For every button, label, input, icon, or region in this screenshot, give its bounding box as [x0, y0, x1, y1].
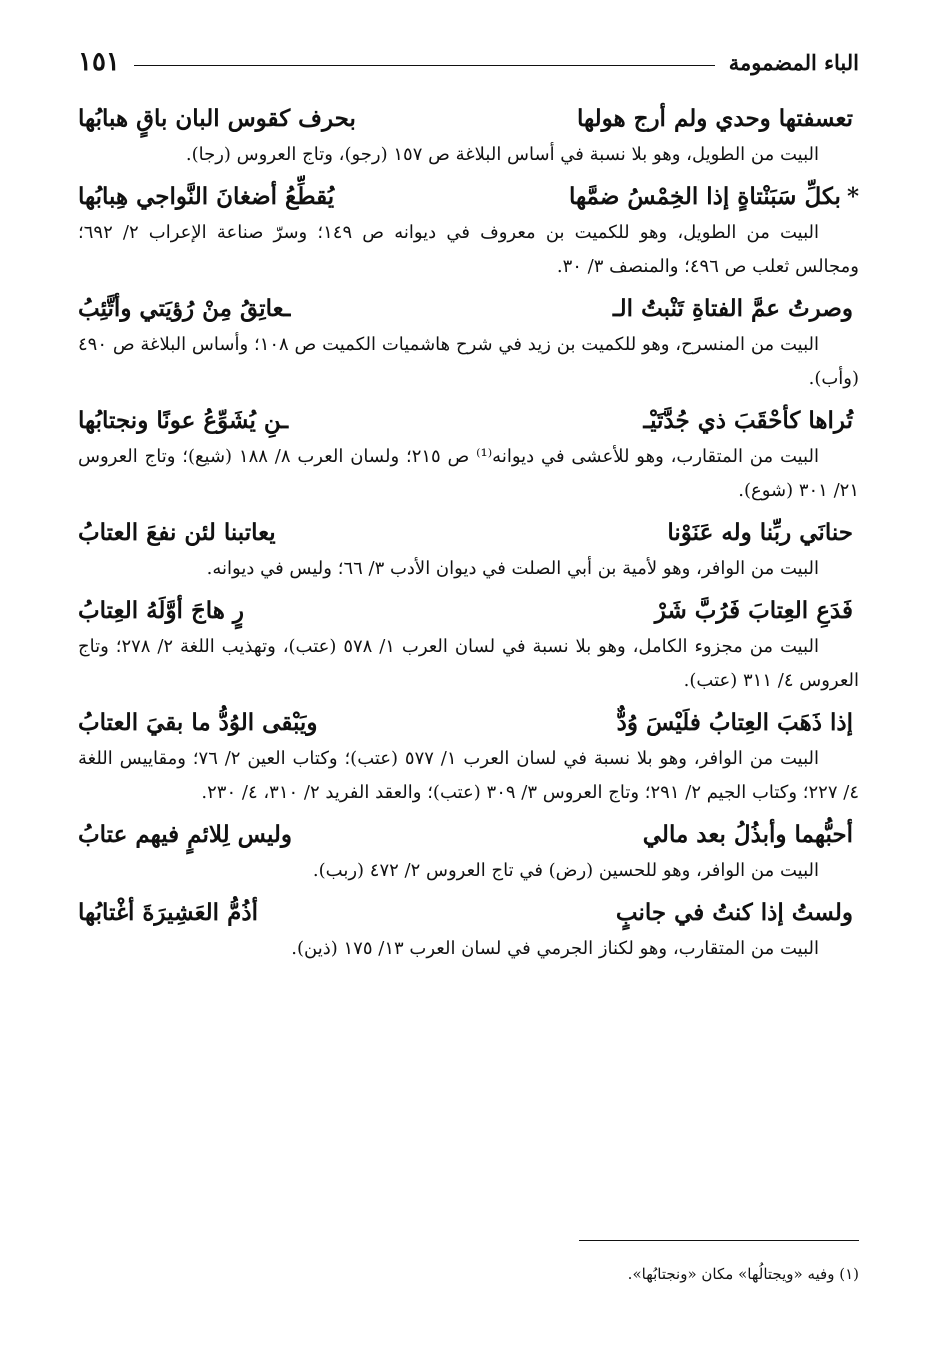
verse-commentary: البيت من الوافر، وهو للحسين (رض) في تاج العروس ٢/ ٤٧٢ (ربب). — [312, 860, 819, 881]
second-hemistich: يُقطِّعُ أضغانَ النَّواجي هِبابُها — [78, 183, 335, 210]
footnote: (١) وفيه «ويجتالُها» مكان «ونجتابُها». — [627, 1265, 859, 1283]
verse-marker: * — [846, 183, 859, 210]
first-hemistich-text: وصرتُ عمَّ الفتاةِ تَنْبتُ الـ — [612, 295, 853, 322]
verse-entry — [78, 704, 859, 810]
first-hemistich-text: بكلِّ سَبَنْتاةٍ إذا الخِمْسُ ضمَّها — [568, 183, 841, 210]
verse-line — [78, 816, 859, 854]
first-hemistich-text: أحبُّهما وأبذُلُ بعد مالي — [642, 821, 853, 848]
verse-entry — [78, 894, 859, 966]
first-hemistich-text: تُراها كأحْقَبَ ذي جُدَّتَيْـ — [643, 407, 853, 434]
first-hemistich — [643, 402, 859, 440]
verse-entry — [78, 100, 859, 172]
page-number: ١٥١ — [78, 47, 120, 77]
first-hemistich — [613, 290, 859, 328]
verse-commentary: البيت من الطويل، وهو بلا نسبة في أساس البلاغة ص ١٥٧ (رجو)، وتاج العروس (رجا). — [185, 144, 819, 165]
first-hemistich — [667, 514, 859, 552]
verse-commentary: البيت من المنسرح، وهو للكميت بن زيد في شرح هاشميات الكميت ص ١٠٨؛ وأساس البلاغة ص ٤٩٠ (وأب). — [78, 334, 859, 389]
verse-line — [78, 592, 859, 630]
first-hemistich — [617, 704, 859, 742]
verse-entry — [78, 514, 859, 586]
second-hemistich: بحرف كقوس البان باقٍ هبابُها — [78, 105, 356, 132]
first-hemistich-text: إذا ذَهَبَ العِتابُ فلَيْسَ وُدٌّ — [616, 709, 853, 736]
first-hemistich — [616, 894, 859, 932]
header-rule — [134, 65, 715, 66]
verse-entry — [78, 178, 859, 284]
first-hemistich-text: تعسفتها وحدي ولم أرج هولها — [576, 105, 853, 132]
verse-line — [78, 704, 859, 742]
first-hemistich-text: حنانَي ربِّنا وله عَنَوْنا — [667, 519, 853, 546]
verse-entry — [78, 402, 859, 508]
verse-commentary: البيت من الوافر، وهو بلا نسبة في لسان العرب ١/ ٥٧٧ (عتب)؛ وكتاب العين ٢/ ٧٦؛ ومقاييس اللغة ٤/ ٢٢٧؛ وكتاب الجيم ٢/ ٢٩١؛ وتاج العروس ٣/ ٣٠٩ (عتب)؛ والعقد الفريد ٢/ ٣١٠، ٤/ ٢٣٠. — [78, 748, 859, 803]
second-hemistich: رٍ هاجَ أوَّلَهُ العِتابُ — [78, 597, 245, 624]
first-hemistich-text: فَدَعِ العِتابَ فَرُبَّ شَرْ — [654, 597, 853, 624]
verse-line — [78, 178, 859, 216]
page-header — [78, 42, 859, 82]
running-head: الباء المضمومة — [728, 49, 859, 75]
first-hemistich-text: ولستُ إذا كنتُ في جانبٍ — [615, 899, 853, 926]
verse-line — [78, 514, 859, 552]
verse-line — [78, 290, 859, 328]
first-hemistich — [569, 178, 859, 216]
verse-line — [78, 100, 859, 138]
first-hemistich — [655, 592, 859, 630]
first-hemistich — [643, 816, 859, 854]
first-hemistich — [577, 100, 859, 138]
second-hemistich: ـنِ يُشَوِّعُ عونًا ونجتابُها — [78, 407, 289, 434]
verse-line — [78, 402, 859, 440]
verse-commentary: البيت من المتقارب، وهو للأعشى في ديوانه⁽¹⁾ ص ٢١٥؛ ولسان العرب ٨/ ١٨٨ (شيع)؛ وتاج العروس ٢١/ ٣٠١ (شوع). — [78, 446, 859, 501]
book-page — [78, 0, 859, 1358]
second-hemistich: ويَبْقى الوُدُّ ما بقيَ العتابُ — [78, 709, 318, 736]
verse-list — [78, 100, 859, 972]
verse-commentary: البيت من الوافر، وهو لأمية بن أبي الصلت في ديوان الأدب ٣/ ٦٦؛ وليس في ديوانه. — [206, 558, 819, 579]
verse-commentary: البيت من الطويل، وهو للكميت بن معروف في ديوانه ص ١٤٩؛ وسرّ صناعة الإعراب ٢/ ٦٩٢؛ ومجالس ثعلب ص ٤٩٦؛ والمنصف ٣/ ٣٠. — [78, 222, 859, 277]
verse-entry — [78, 592, 859, 698]
verse-entry — [78, 816, 859, 888]
second-hemistich: أذُمُّ العَشِيرَةَ أغْتابُها — [78, 899, 258, 926]
verse-line — [78, 894, 859, 932]
verse-commentary: البيت من مجزوء الكامل، وهو بلا نسبة في لسان العرب ١/ ٥٧٨ (عتب)، وتهذيب اللغة ٢/ ٢٧٨؛ وتاج العروس ٤/ ٣١١ (عتب). — [78, 636, 859, 691]
verse-entry — [78, 290, 859, 396]
footnote-rule — [579, 1240, 859, 1241]
verse-commentary: البيت من المتقارب، وهو لكناز الجرمي في لسان العرب ١٣/ ١٧٥ (ذين). — [291, 938, 819, 959]
second-hemistich: يعاتبنا لئن نفعَ العتابُ — [78, 519, 276, 546]
second-hemistich: ـعاتِقُ مِنْ رُؤيَتي وأتَّئِبُ — [78, 295, 291, 322]
second-hemistich: وليس لِلائمٍ فيهم عتابُ — [78, 821, 293, 848]
